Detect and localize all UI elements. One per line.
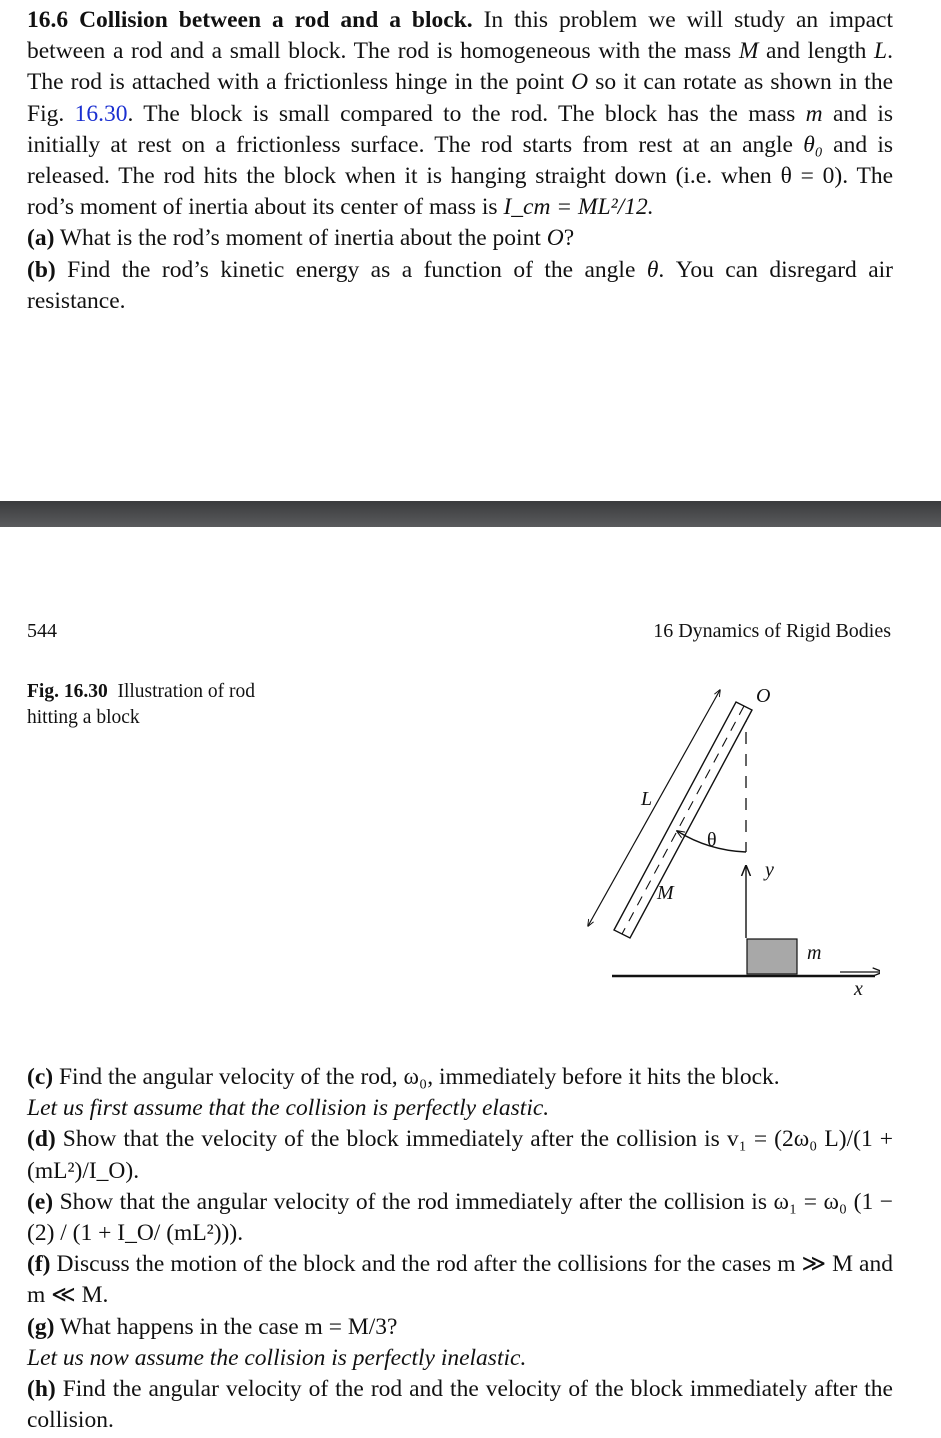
- label-m: m: [807, 942, 822, 964]
- var-theta0: θ₀: [803, 131, 823, 158]
- rod-centerline: [622, 706, 744, 934]
- label-x: x: [854, 978, 863, 1000]
- label-O: O: [756, 685, 771, 707]
- rod-block-figure: [570, 680, 880, 1000]
- intro-text: In this problem we will study an impact between a rod and a small block. The rod is homogeneous with the mass: [27, 7, 894, 65]
- part-h: [27, 1374, 893, 1436]
- var-m: m: [805, 100, 823, 127]
- inelastic-note: [27, 1343, 893, 1374]
- problem-statement: [27, 5, 893, 317]
- part-f: [27, 1249, 893, 1311]
- part-e: [27, 1187, 893, 1249]
- problem-parts: [27, 1062, 893, 1436]
- inelastic-note-text: Let us now assume the collision is perfectly inelastic.: [27, 1344, 527, 1371]
- label-M: M: [657, 882, 674, 904]
- part-f-label: (f): [27, 1251, 51, 1278]
- label-L: L: [641, 788, 653, 810]
- intro-text: and is initially at rest on a frictionless surface. The rod starts from rest at an angle: [27, 100, 893, 158]
- icm-formula: I_cm = ML²/12.: [503, 194, 654, 221]
- figure-label: Fig. 16.30: [27, 681, 108, 702]
- part-a: [27, 223, 893, 254]
- var-L: L: [874, 38, 888, 65]
- part-b-text: Find the rod’s kinetic energy as a function of the angle: [55, 256, 647, 283]
- part-g-label: (g): [27, 1313, 55, 1340]
- intro-text: . The block is small compared to the rod. The block has the mass: [127, 100, 806, 127]
- part-b: [27, 255, 893, 317]
- part-f-text: Discuss the motion of the block and the rod after the collisions for the cases m ≫ M and m ≪ M.: [27, 1251, 893, 1309]
- figure-reference-link[interactable]: 16.30: [74, 100, 128, 127]
- elastic-note-text: Let us first assume that the collision is perfectly elastic.: [27, 1095, 550, 1122]
- part-a-label: (a): [27, 225, 55, 252]
- intro-text: . The rod is attached with a frictionless hinge in the point: [27, 38, 893, 96]
- var-O: O: [546, 225, 564, 252]
- part-b-label: (b): [27, 256, 56, 283]
- var-O: O: [571, 69, 589, 96]
- theta-equation: θ = 0: [780, 163, 835, 190]
- part-g-text: What happens in the case m = M/3?: [54, 1313, 398, 1340]
- part-a-text: What is the rod’s moment of inertia about the point: [54, 225, 547, 252]
- problem-title: Collision between a rod and a block.: [79, 7, 473, 33]
- part-h-label: (h): [27, 1376, 56, 1403]
- part-h-text: Find the angular velocity of the rod and the velocity of the block immediately after the collision.: [27, 1376, 893, 1434]
- part-b-end: . You can disregard air resistance.: [27, 256, 893, 314]
- figure-caption: [27, 679, 277, 731]
- label-theta: θ: [707, 829, 717, 851]
- part-d-label: (d): [27, 1126, 56, 1153]
- part-e-label: (e): [27, 1188, 54, 1215]
- intro-text: so it can rotate as shown in the Fig.: [27, 69, 893, 127]
- page-separator: [0, 501, 941, 527]
- part-d-text: Show that the velocity of the block immediately after the collision is v₁ = (2ω₀ L)/(1 + (mL²)/I_O).: [27, 1126, 893, 1184]
- part-d: [27, 1124, 893, 1186]
- part-e-text: Show that the angular velocity of the rod immediately after the collision is ω₁ = ω₀ (1 − (2) / (1 + I_O/ (mL²))).: [27, 1188, 893, 1247]
- intro-text: and length: [758, 38, 875, 65]
- problem-intro: [27, 5, 893, 223]
- part-c-text: Find the angular velocity of the rod, ω₀, immediately before it hits the block.: [53, 1064, 780, 1090]
- chapter-title: 16 Dynamics of Rigid Bodies: [653, 620, 891, 642]
- block: [747, 939, 797, 974]
- part-a-end: ?: [563, 225, 575, 252]
- figure-caption-text: Illustration of rod hitting a block: [27, 681, 256, 728]
- var-theta: θ: [646, 256, 659, 283]
- problem-number: 16.6: [27, 7, 69, 33]
- part-c-label: (c): [27, 1064, 54, 1090]
- part-c: [27, 1062, 893, 1093]
- part-g: [27, 1312, 893, 1343]
- intro-text: and is released. The rod hits the block when it is hanging straight down (i.e. when: [27, 131, 893, 190]
- intro-text: ). The rod’s moment of inertia about its center of mass is: [27, 163, 893, 221]
- elastic-note: [27, 1093, 893, 1124]
- label-y: y: [765, 859, 774, 881]
- var-M: M: [738, 38, 759, 65]
- page-number: 544: [27, 620, 57, 642]
